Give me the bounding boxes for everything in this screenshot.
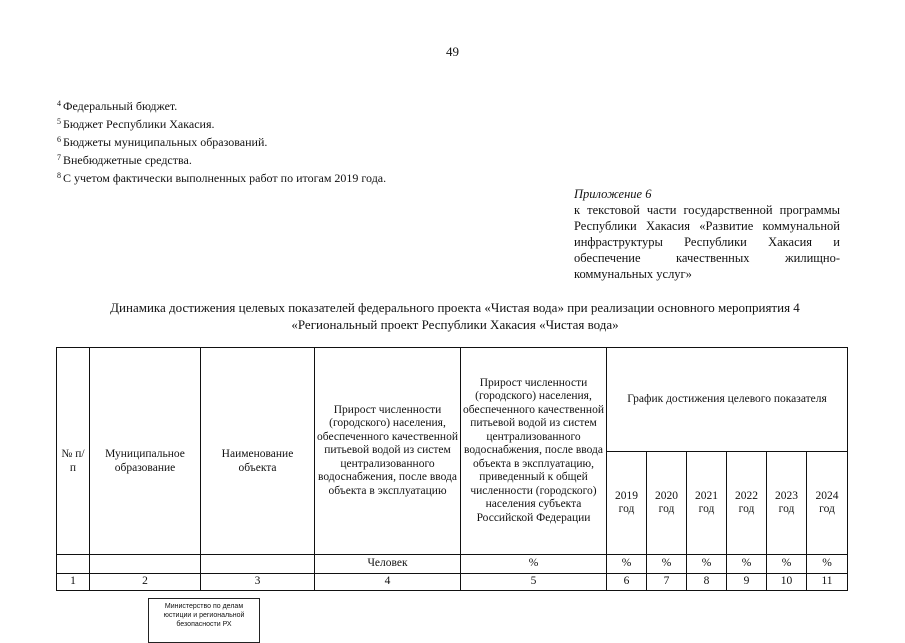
column-number: 4 (315, 574, 461, 591)
column-number: 7 (647, 574, 687, 591)
year-header: 2024 год (807, 452, 848, 555)
ministry-stamp (148, 598, 260, 643)
unit-cell: % (767, 555, 807, 574)
stamp-line: юстиции и региональной (163, 612, 245, 619)
unit-cell: % (807, 555, 848, 574)
page-number: 49 (446, 44, 459, 59)
unit-cell: Человек (315, 555, 461, 574)
column-number: 8 (687, 574, 727, 591)
heading-line-1: Динамика достижения целевых показателей федерального проекта «Чистая вода» при реализации основного мероприятия 4 (110, 300, 800, 315)
col-population-growth-header: Прирост численности (городского) населения, обеспеченного качественной питьевой водой из систем централизованного водоснабжения, после ввода объекта в эксплуатацию (315, 348, 461, 555)
column-number: 2 (90, 574, 201, 591)
unit-cell: % (461, 555, 607, 574)
col-population-share-header: Прирост численности (городского) населения, обеспеченного качественной питьевой водой из систем централизованного водоснабжения, после ввода объекта в эксплуатацию, приведенный к общей численности (городского) населения субъекта Российской Федерации (461, 348, 607, 555)
column-number: 10 (767, 574, 807, 591)
col-object-header: Наименование объекта (201, 348, 315, 555)
appendix-title: Приложение 6 (574, 187, 652, 201)
column-number: 1 (57, 574, 90, 591)
column-number: 11 (807, 574, 848, 591)
year-header: 2021 год (687, 452, 727, 555)
appendix-body: к текстовой части государственной программы Республики Хакасия «Развитие коммунальной инфраструктуры Республики Хакасия и обеспечение качественных жилищно-коммунальных услуг» (574, 203, 840, 281)
year-header: 2019 год (607, 452, 647, 555)
year-header: 2020 год (647, 452, 687, 555)
heading-line-2: «Региональный проект Республики Хакасия «Чистая вода» (291, 317, 619, 332)
footnote: $^6$ Бюджеты муниципальных образований. (57, 135, 268, 149)
footnote: $^8$ С учетом фактически выполненных работ по итогам 2019 года. (57, 171, 387, 185)
unit-cell: % (687, 555, 727, 574)
column-number: 6 (607, 574, 647, 591)
unit-cell: % (727, 555, 767, 574)
year-header: 2023 год (767, 452, 807, 555)
column-number: 9 (727, 574, 767, 591)
column-number: 5 (461, 574, 607, 591)
col-municipality-header: Муниципальное образование (90, 348, 201, 555)
footnote: $^7$ Внебюджетные средства. (57, 153, 192, 167)
document-heading (60, 299, 850, 333)
footnotes (57, 96, 386, 186)
footnote: $^4$ Федеральный бюджет. (57, 99, 178, 113)
col-number-header: № п/п (57, 348, 90, 555)
unit-cell: % (607, 555, 647, 574)
appendix-block (574, 186, 840, 282)
column-number: 3 (201, 574, 315, 591)
unit-cell: % (647, 555, 687, 574)
unit-cell (90, 555, 201, 574)
year-header: 2022 год (727, 452, 767, 555)
schedule-header: График достижения целевого показателя (607, 348, 848, 452)
unit-cell (57, 555, 90, 574)
unit-cell (201, 555, 315, 574)
footnote: $^5$ Бюджет Республики Хакасия. (57, 117, 215, 131)
stamp-line: безопасности РХ (176, 621, 232, 628)
indicator-table (56, 347, 848, 591)
stamp-line: Министерство по делам (164, 603, 244, 610)
